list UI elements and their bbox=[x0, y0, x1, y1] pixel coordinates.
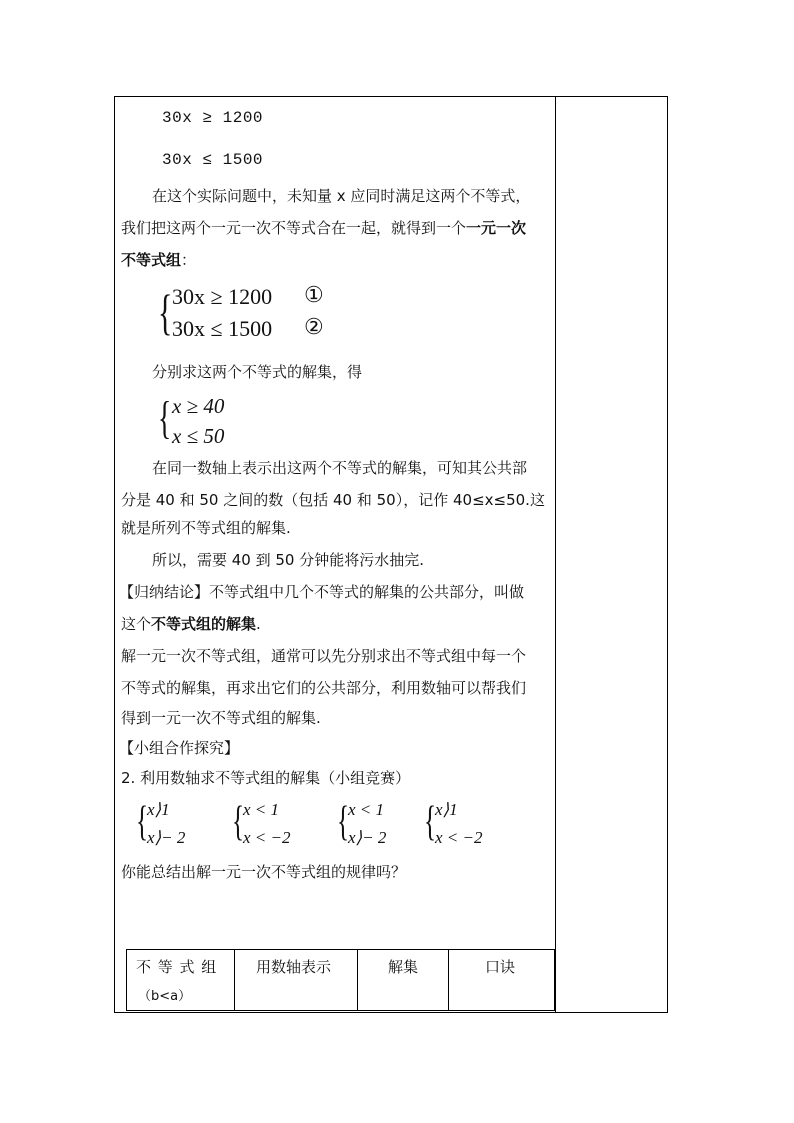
row-text: 30x ≤ 1500 bbox=[172, 316, 273, 341]
table-header-solution: 解集 bbox=[388, 958, 419, 976]
table-header-numberline: 用数轴表示 bbox=[256, 958, 332, 976]
circled-mark: ② bbox=[304, 314, 324, 339]
table-divider bbox=[448, 949, 449, 1011]
table-divider bbox=[357, 949, 358, 1011]
group-title: 【小组合作探究】 bbox=[119, 739, 240, 757]
paragraph-line: 在同一数轴上表示出这两个不等式的解集，可知其公共部 bbox=[152, 459, 528, 477]
system-row: x⟩1 bbox=[435, 800, 458, 819]
inequality-system-2 bbox=[158, 392, 278, 452]
method-line: 得到一元一次不等式组的解集. bbox=[121, 709, 321, 727]
left-brace: { bbox=[337, 799, 350, 845]
paragraph-line: 就是所列不等式组的解集. bbox=[121, 519, 291, 537]
bold-term: 一元一次 bbox=[466, 219, 527, 237]
system-row: x ≤ 50 bbox=[172, 424, 225, 448]
system-row: x⟩− 2 bbox=[147, 828, 186, 847]
system-row: x < −2 bbox=[435, 828, 483, 847]
exercise-system-1 bbox=[136, 798, 236, 854]
method-line: 解一元一次不等式组，通常可以先分别求出不等式组中每一个 bbox=[121, 647, 527, 665]
system-row bbox=[172, 316, 272, 342]
paragraph-line: 分别求这两个不等式的解集，得 bbox=[152, 363, 363, 381]
table-header-condition: （b<a） bbox=[138, 989, 192, 1004]
left-brace: { bbox=[424, 799, 437, 845]
system-row bbox=[172, 284, 272, 310]
system-row: x⟩1 bbox=[147, 800, 170, 819]
question-text: 你能总结出解一元一次不等式组的规律吗？ bbox=[121, 863, 407, 881]
paragraph-line: 分是 40 和 50 之间的数（包括 40 和 50），记作 40≤x≤50.这 bbox=[121, 491, 545, 509]
left-brace: { bbox=[158, 284, 173, 340]
inequality-system-1 bbox=[158, 282, 358, 348]
paragraph-line: 所以，需要 40 到 50 分钟能将污水抽完. bbox=[152, 551, 425, 569]
left-brace: { bbox=[158, 392, 172, 443]
column-divider bbox=[555, 96, 556, 1013]
inequality-1: 30x ≥ 1200 bbox=[162, 109, 264, 127]
paragraph-line: 在这个实际问题中，未知量 x 应同时满足这两个不等式， bbox=[152, 187, 531, 205]
text-span: 我们把这两个一元一次不等式合在一起，就得到一个 bbox=[121, 219, 467, 237]
paragraph-line bbox=[121, 218, 526, 238]
inequality-2: 30x ≤ 1500 bbox=[162, 151, 264, 169]
conclusion-line bbox=[121, 614, 261, 634]
left-brace: { bbox=[136, 799, 149, 845]
exercise-system-2 bbox=[232, 798, 332, 854]
text-span: . bbox=[256, 615, 261, 633]
system-row: x⟩− 2 bbox=[348, 828, 387, 847]
exercise-system-4 bbox=[424, 798, 524, 854]
table-header-system: 不 等 式 组 bbox=[136, 958, 218, 976]
text-span: 这个 bbox=[121, 615, 152, 633]
system-row: x < 1 bbox=[243, 800, 280, 819]
bold-term: 不等式组的解集 bbox=[151, 615, 257, 633]
bold-term: 不等式组 bbox=[121, 251, 182, 269]
system-row: x ≥ 40 bbox=[172, 394, 225, 418]
system-row: x < −2 bbox=[243, 828, 291, 847]
task-title: 2. 利用数轴求不等式组的解集（小组竞赛） bbox=[121, 769, 411, 787]
method-line: 不等式的解集，再求出它们的公共部分，利用数轴可以帮我们 bbox=[121, 679, 527, 697]
circled-mark: ① bbox=[304, 282, 324, 307]
conclusion-line: 【归纳结论】不等式组中几个不等式的解集的公共部分，叫做 bbox=[119, 583, 525, 601]
paragraph-line bbox=[121, 250, 196, 270]
row-text: 30x ≥ 1200 bbox=[172, 284, 273, 309]
system-row: x < 1 bbox=[348, 800, 385, 819]
text-span: ： bbox=[181, 251, 197, 269]
table-header-mnemonic: 口诀 bbox=[485, 958, 516, 976]
left-brace: { bbox=[232, 799, 245, 845]
table-divider bbox=[234, 949, 235, 1011]
exercise-system-3 bbox=[337, 798, 437, 854]
